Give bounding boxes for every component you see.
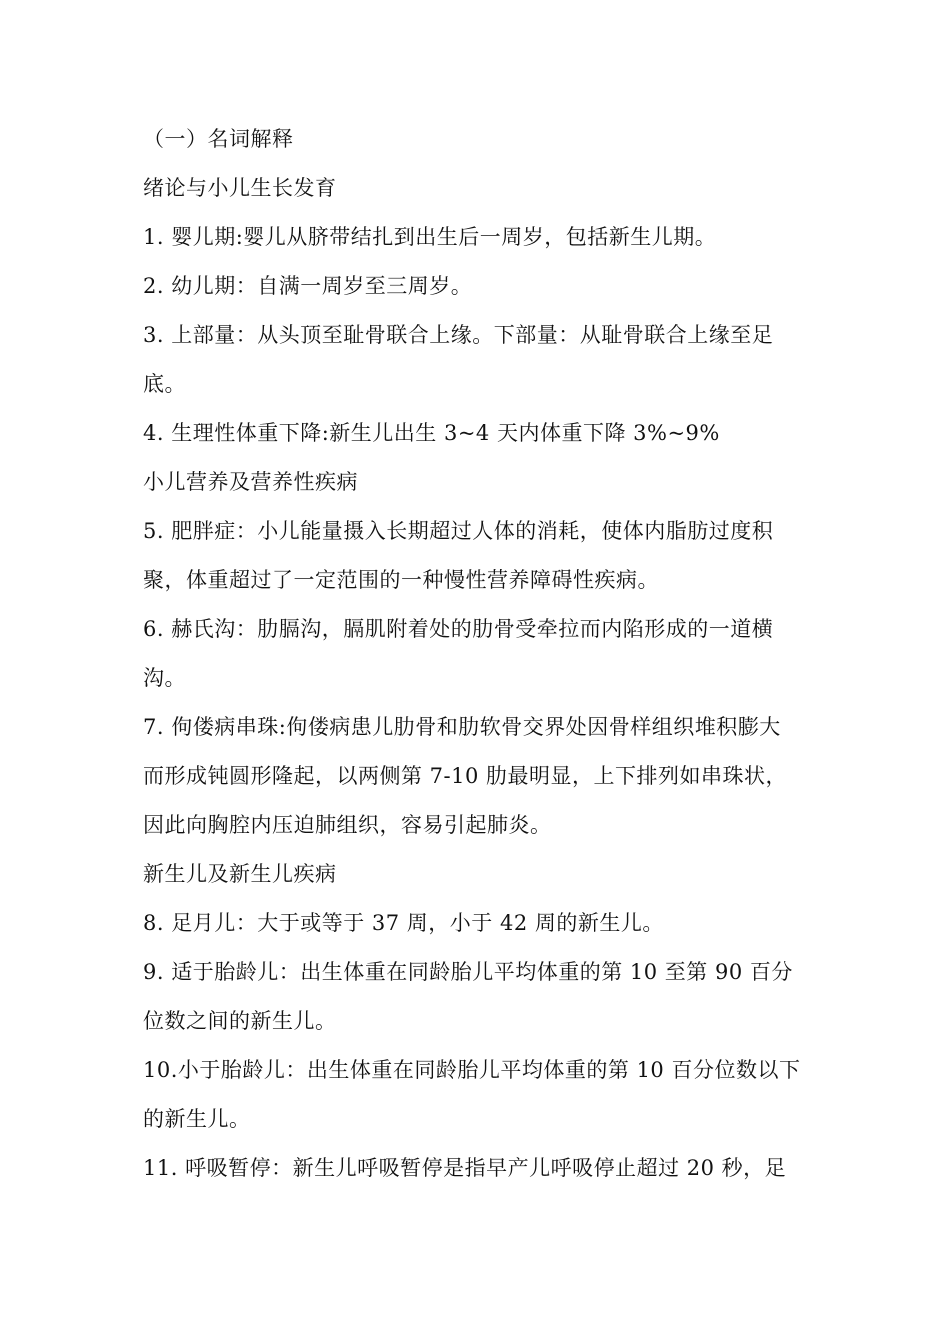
definition-line: 而形成钝圆形隆起，以两侧第 7-10 肋最明显，上下排列如串珠状， — [143, 764, 788, 788]
subsection-heading: 小儿营养及营养性疾病 — [143, 470, 358, 494]
definition-line: 8. 足月儿：大于或等于 37 周，小于 42 周的新生儿。 — [143, 911, 664, 935]
definition-line: 6. 赫氏沟：肋膈沟，膈肌附着处的肋骨受牵拉而内陷形成的一道横 — [143, 617, 774, 641]
definition-line: 位数之间的新生儿。 — [143, 1009, 337, 1033]
definition-line: 聚，体重超过了一定范围的一种慢性营养障碍性疾病。 — [143, 568, 659, 592]
definition-line: 沟。 — [143, 666, 186, 690]
subsection-heading: 新生儿及新生儿疾病 — [143, 862, 337, 886]
definition-line: 3. 上部量：从头顶至耻骨联合上缘。下部量：从耻骨联合上缘至足 — [143, 323, 774, 347]
definition-line: 4. 生理性体重下降:新生儿出生 3~4 天内体重下降 3%~9% — [143, 421, 720, 445]
definition-line: 1. 婴儿期:婴儿从脐带结扎到出生后一周岁，包括新生儿期。 — [143, 225, 717, 249]
definition-line: 2. 幼儿期：自满一周岁至三周岁。 — [143, 274, 473, 298]
definition-line: 10.小于胎龄儿：出生体重在同龄胎儿平均体重的第 10 百分位数以下 — [143, 1058, 801, 1082]
definition-line: 的新生儿。 — [143, 1107, 251, 1131]
definition-line: 7. 佝偻病串珠:佝偻病患儿肋骨和肋软骨交界处因骨样组织堆积膨大 — [143, 715, 781, 739]
definition-line: 5. 肥胖症：小儿能量摄入长期超过人体的消耗，使体内脂肪过度积 — [143, 519, 774, 543]
document-body — [143, 115, 811, 1193]
section-heading: （一）名词解释 — [143, 127, 294, 151]
definition-line: 底。 — [143, 372, 186, 396]
definition-line: 因此向胸腔内压迫肺组织，容易引起肺炎。 — [143, 813, 552, 837]
subsection-heading: 绪论与小儿生长发育 — [143, 176, 337, 200]
definition-line: 9. 适于胎龄儿：出生体重在同龄胎儿平均体重的第 10 至第 90 百分 — [143, 960, 793, 984]
definition-line: 11. 呼吸暂停：新生儿呼吸暂停是指早产儿呼吸停止超过 20 秒，足 — [143, 1156, 787, 1180]
